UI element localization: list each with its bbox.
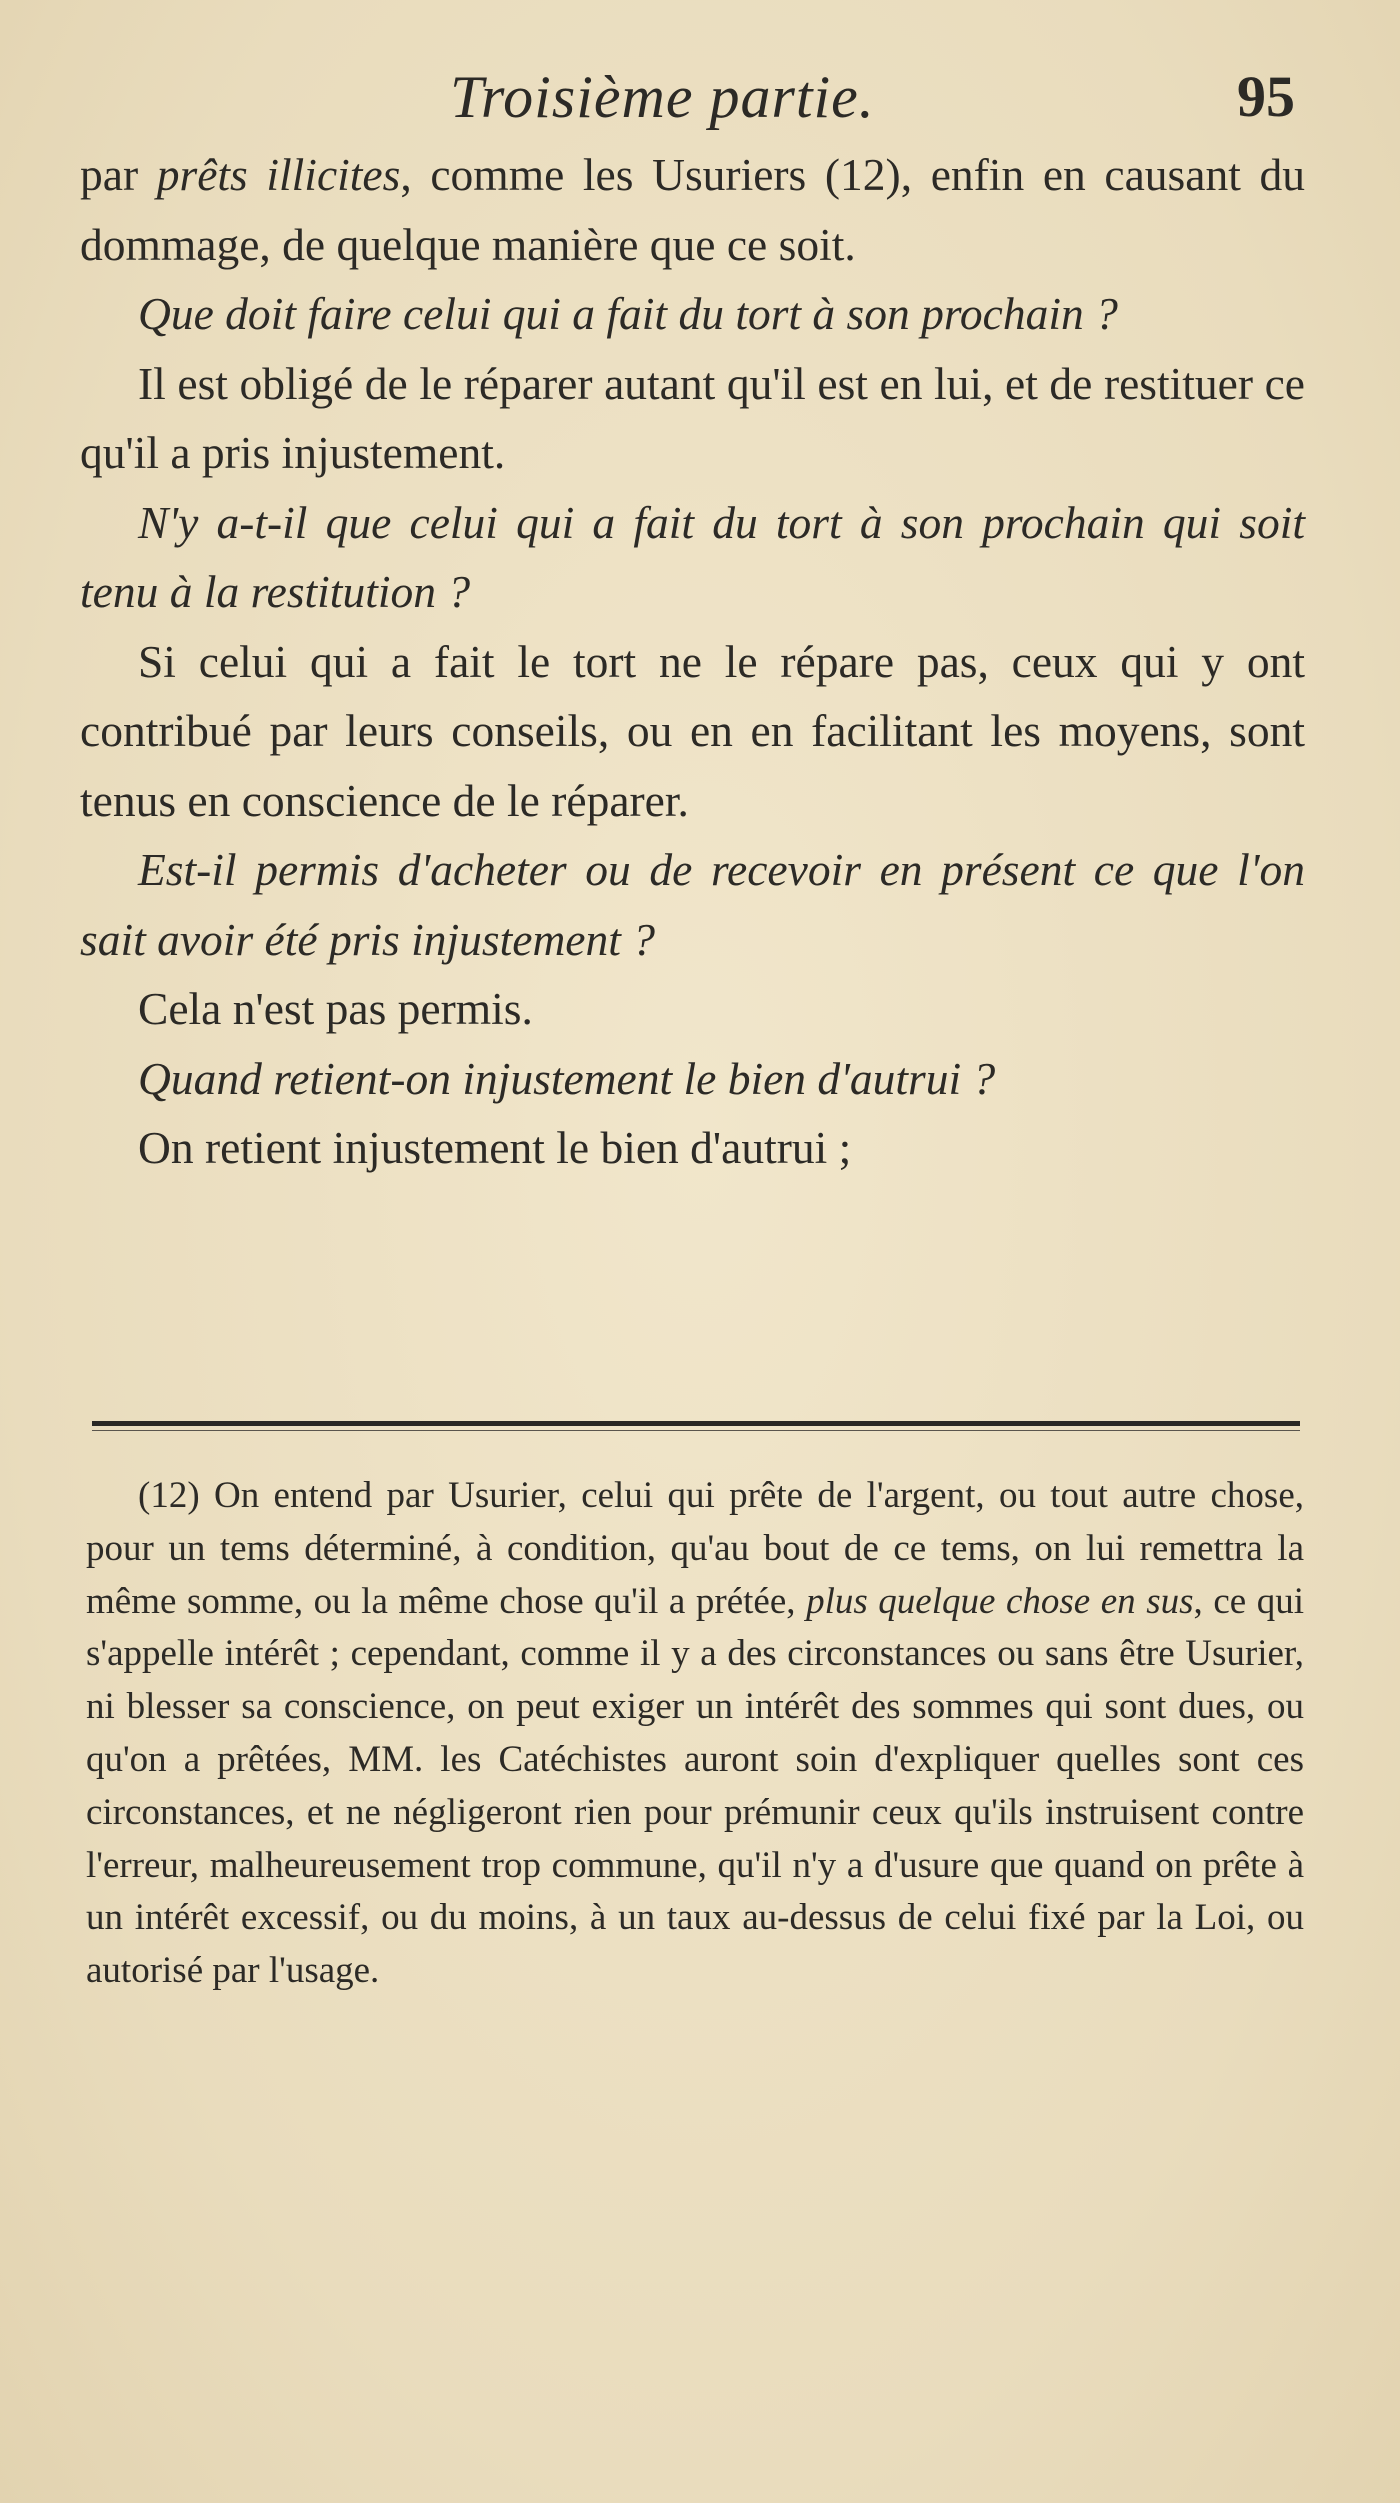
main-text [80, 140, 1305, 1183]
paragraph-continuation [80, 140, 1305, 279]
footnote-divider [92, 1421, 1300, 1426]
answer: Il est obligé de le réparer autant qu'il est en lui, et de restituer ce qu'il a pris injustement. [80, 357, 1305, 478]
running-header [0, 52, 1400, 142]
text-run: , ce qui s'appelle intérêt ; cependant, comme il y a des circonstances ou sans être Usurier, ni blesser sa conscience, on peut exiger un intérêt des sommes qui sont dues, ou qu'on a prêtées, MM. les Catéchistes auront soin d'expliquer quelles sont ces circonstances, et ne négligeront rien pour prémunir ceux qu'ils instruisent contre l'erreur, malheureusement trop commune, qu'il n'y a d'usure que quand on prête à un intérêt excessif, ou du moins, à un taux au-dessus de celui fixé par la Loi, ou autorisé par l'usage. [86, 1580, 1304, 1992]
question: Est-il permis d'acheter ou de recevoir en présent ce que l'on sait avoir été pris injustement ? [80, 844, 1305, 965]
text-run: (12) On entend par Usurier, celui qui prête de l'argent, ou tout autre chose, pour un tems déterminé, à condition, qu'au bout de ce tems, on lui remettra la même somme, ou la même chose qu'il a prétée, [86, 1475, 1304, 1622]
text-run: , comme les Usuriers (12), enfin en causant du dommage, de quelque manière que ce soit. [80, 149, 1305, 270]
page-number: 95 [1237, 64, 1295, 129]
answer: Cela n'est pas permis. [138, 983, 533, 1034]
text-run: par [80, 149, 157, 200]
footnote-text [86, 1470, 1304, 1998]
italic-phrase: prêts illicites [156, 149, 401, 200]
answer: Si celui qui a fait le tort ne le répare pas, ceux qui y ont contribué par leurs conseils, ou en en facilitant les moyens, sont tenus en conscience de le réparer. [80, 635, 1305, 826]
answer: On retient injustement le bien d'autrui ; [138, 1122, 852, 1173]
question: N'y a-t-il que celui qui a fait du tort à son prochain qui soit tenu à la restitution ? [80, 496, 1305, 617]
question: Quand retient-on injustement le bien d'autrui ? [138, 1052, 996, 1104]
running-title: Troisième partie. [450, 64, 875, 130]
question: Que doit faire celui qui a fait du tort à son prochain ? [138, 288, 1118, 339]
italic-phrase: plus quelque chose en sus [806, 1580, 1194, 1622]
footnote [86, 1470, 1304, 1998]
